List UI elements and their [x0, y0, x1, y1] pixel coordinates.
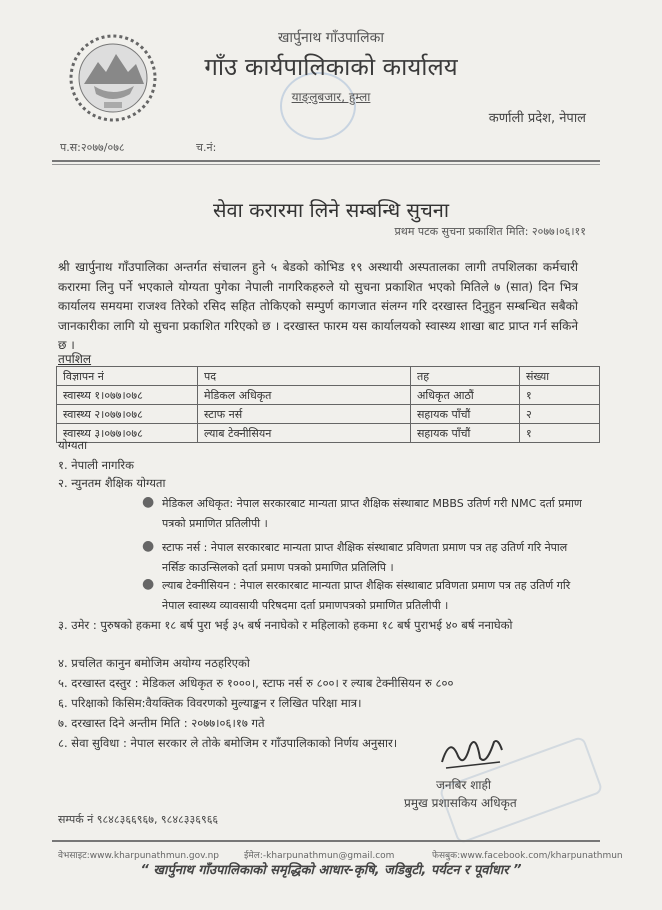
table-row — [57, 405, 600, 424]
table-row — [57, 424, 600, 443]
footer-divider — [52, 840, 600, 842]
notice-title: सेवा करारमा लिने सम्बन्धि सुचना — [212, 198, 450, 222]
qualification-item: २. न्युनतम शैक्षिक योग्यता — [58, 476, 166, 490]
qualification-bullet: ल्याब टेक्नीसियन : नेपाल सरकारबाट मान्यता प्राप्त शैक्षिक संस्थाबाट प्रविणता प्रमाण पत्र तह उतिर्ण गरि नेपाल स्वास्थ्य व्यावसायी परिषदमा दर्ता प्रमाणपत्रको प्रमाणित प्रतिलीपी । — [162, 579, 571, 612]
qualification-heading: योग्यता — [58, 438, 88, 452]
bullet-icon: ● — [142, 576, 155, 592]
table-cell: स्टाफ नर्स — [198, 405, 411, 424]
table-cell: १ — [520, 424, 600, 443]
table-cell: ल्याब टेक्नीसियन — [198, 424, 411, 443]
contact-numbers: सम्पर्क नं ९८४८३६६९६७, ९८४८३३६९६६ — [58, 813, 219, 826]
qualification-bullet: मेडिकल अधिकृत: नेपाल सरकारबाट मान्यता प्राप्त शैक्षिक संस्थाबाट MBBS उतिर्ण गरी NMC दर्ता प्रमाण पत्रको प्रमाणित प्रतिलीपी । — [162, 497, 582, 530]
province: कर्णाली प्रदेश, नेपाल — [488, 111, 586, 126]
notice-body: श्री खार्पुनाथ गाँउपालिका अन्तर्गत संचालन हुने ५ बेडको कोभिड १९ अस्थायी अस्पतालका लागी तपशिलका कर्मचारी करारमा लिनु पर्ने भएकाले योग्यता पुगेका नेपाली नागरिकहरुले यो सुचना प्रकाशित भएको मितिले ७ (सात) दिन भित्र कार्यालय समयमा राजश्व तिरेको रसिद सहित तोकिएको सम्पुर्ण कागजात संलग्न गरि दरखास्त दिनुहुन सम्बन्धित सबैको जानकारीका लागि यो सुचना प्रकाशित गरिएको छ । दरखास्त फारम यस कार्यालयको स्वास्थ्य शाखा बाट प्राप्त गर्न सकिने छ । — [58, 260, 578, 352]
table-cell: २ — [520, 405, 600, 424]
handwritten-signature — [436, 732, 508, 772]
qualification-item: ५. दरखास्त दस्तुर : मेडिकल अधिकृत रु १०००।, स्टाफ नर्स रु ८००। र ल्याब टेक्नीसियन रु ८०० — [58, 676, 454, 690]
table-cell: स्वास्थ्य १।०७७।०७८ — [57, 386, 198, 405]
dispatch-number: च.नं: — [196, 141, 217, 154]
signatory-title: प्रमुख प्रशासकिय अधिकृत — [404, 796, 517, 810]
qualification-item: १. नेपाली नागरिक — [58, 458, 134, 472]
reference-number: प.स:२०७७/०७८ — [60, 141, 125, 154]
table-cell: सहायक पाँचौं — [411, 424, 520, 443]
office-address: याङ्‌लुबजार, हुम्ला — [291, 90, 371, 104]
table-cell: स्वास्थ्य २।०७७।०७८ — [57, 405, 198, 424]
office-name: गाँउ कार्यपालिकाको कार्यालय — [204, 53, 458, 81]
table-cell: सहायक पाँचौं — [411, 405, 520, 424]
table-cell: स्वास्थ्य ३।०७७।०७८ — [57, 424, 198, 443]
qualification-bullet: स्टाफ नर्स : नेपाल सरकारबाट मान्यता प्राप्त शैक्षिक संस्थाबाट प्रविणता प्रमाण पत्र तह उतिर्ण गरि नेपाल नर्सिङ काउन्सिलको दर्ता प्रमाण पत्रको प्रमाणित प्रतिलिपि । — [162, 541, 568, 574]
qualification-item: ४. प्रचलित कानुन बमोजिम अयोग्य नठहरिएको — [58, 656, 250, 670]
footer-facebook: फेसबुक:www.facebook.com/kharpunathmun — [432, 851, 623, 861]
table-header: पद — [198, 367, 411, 386]
table-header: विज्ञापन नं — [57, 367, 198, 386]
header-divider-thin — [52, 164, 600, 165]
qualification-item: ३. उमेर : पुरुषको हकमा १८ बर्ष पुरा भई ३५ बर्ष ननाघेको र महिलाको हकमा १८ बर्ष पुराभई ४० बर्ष ननाघेको — [58, 618, 513, 632]
table-header-row — [57, 367, 600, 386]
qualification-item: ८. सेवा सुविधा : नेपाल सरकार ले तोके बमोजिम र गाँउपालिकाको निर्णय अनुसार। — [58, 736, 398, 750]
footer-website: वेभसाइट:www.kharpunathmun.gov.np — [58, 851, 220, 861]
footer-email: ईमेल:-kharpunathmun@gmail.com — [244, 851, 395, 861]
org-name: खार्पुनाथ गाँउपालिका — [277, 30, 385, 46]
table-header: संख्या — [520, 367, 600, 386]
header-divider — [52, 160, 600, 162]
vacancy-table — [56, 366, 600, 443]
bullet-icon: ● — [142, 538, 155, 554]
signatory-name: जनबिर शाही — [436, 778, 491, 792]
publish-date: प्रथम पटक सुचना प्रकाशित मिति: २०७७।०६।११ — [394, 225, 586, 238]
qualification-item: ६. परिक्षाको किसिम:वैयक्तिक विवरणको मुल्याङ्कन र लिखित परिक्षा मात्र। — [58, 696, 362, 710]
table-cell: १ — [520, 386, 600, 405]
footer-slogan: “ खार्पुनाथ गाँउपालिकाको समृद्धिको आधार-कृषि, जडिबुटी, पर्यटन र पूर्वाधार ” — [140, 863, 522, 878]
table-label: तपशिल — [58, 352, 92, 366]
table-row — [57, 386, 600, 405]
table-header: तह — [411, 367, 520, 386]
qualification-item: ७. दरखास्त दिने अन्तीम मिति : २०७७।०६।१७ गते — [58, 716, 265, 730]
table-cell: अधिकृत आठौं — [411, 386, 520, 405]
table-cell: मेडिकल अधिकृत — [198, 386, 411, 405]
bullet-icon: ● — [142, 494, 155, 510]
